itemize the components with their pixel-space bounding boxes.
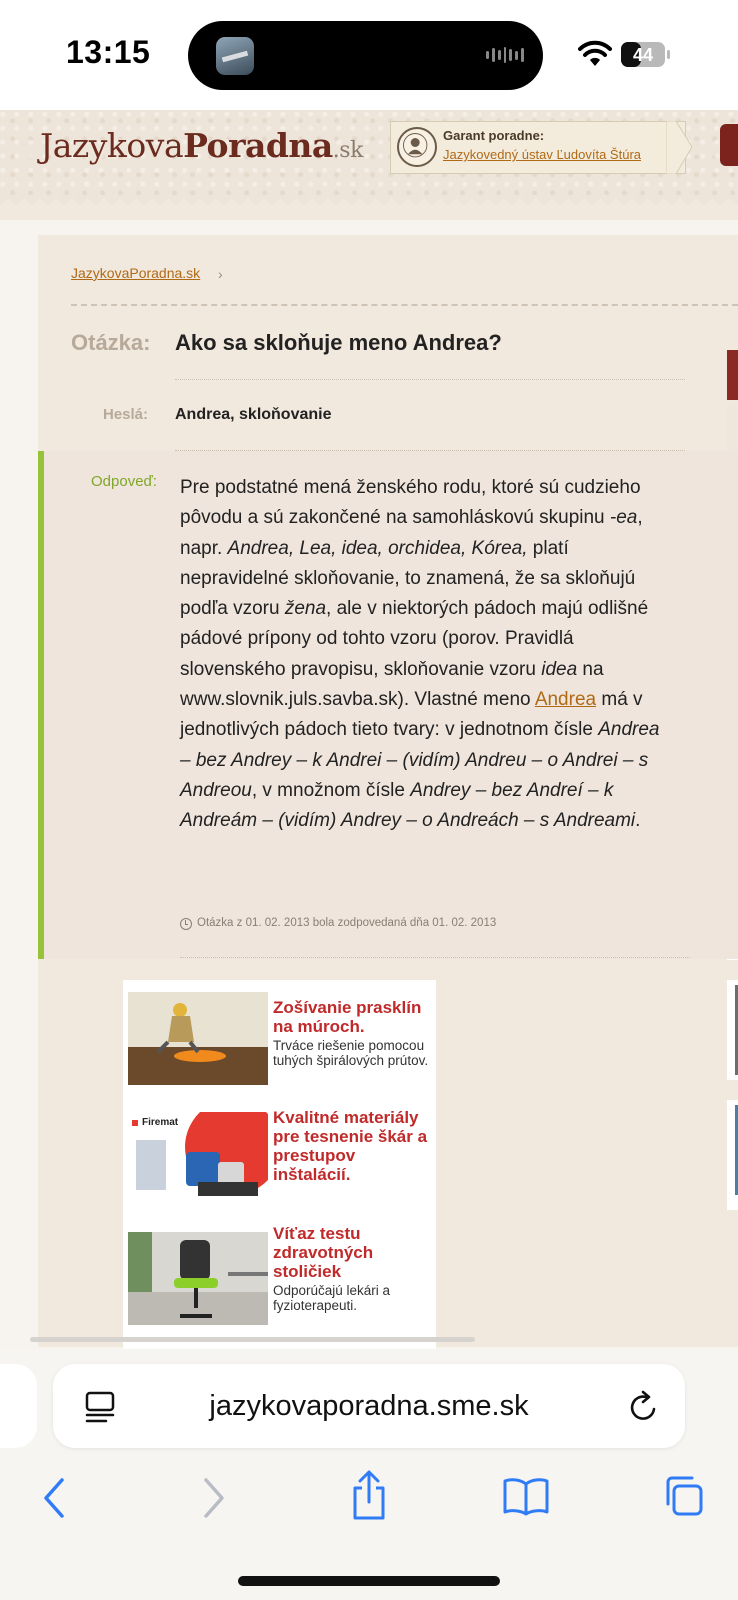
divider bbox=[180, 957, 690, 958]
header-zigzag-edge bbox=[0, 196, 738, 220]
ad-image bbox=[128, 1112, 268, 1205]
ad-image bbox=[128, 992, 268, 1085]
question-title: Ako sa skloňuje meno Andrea? bbox=[175, 330, 502, 355]
garant-banner bbox=[390, 121, 686, 174]
logo-text-jazykova: Jazykova bbox=[40, 126, 184, 165]
keywords-text: Andrea, skloňovanie bbox=[175, 406, 332, 423]
url-text[interactable]: jazykovaporadna.sme.sk bbox=[209, 1390, 529, 1422]
answer-text: Pre podstatné mená ženského rodu, ktoré sú cudzieho pôvodu a sú zakončené na samohláskovú skupinu -ea, napr. Andrea, Lea, idea, orchidea, Kórea, platí nepravidelné skloňovanie, to znamená, že sa skloňujú podľa vzoru žena, ale v niektorých pádoch majú odlišné pádové prípony od tohto vzoru (porov. Pravidlá slovenského pravopisu, skloňovanie vzoru idea na www.slovnik.juls.savba.sk). Vlastné meno Andrea má v jednotlivých pádoch tieto tvary: v jednotnom čísle Andrea – bez Andrey – k Andrei – (vidím) Andreu – o Andrei – s Andreou, v množnom čísle Andrey – bez Andreí – k Andreám – (vidím) Andrey – o Andreách – s Andreami. bbox=[180, 477, 660, 832]
tabs-icon[interactable] bbox=[660, 1474, 704, 1518]
now-playing-artwork bbox=[216, 37, 254, 75]
ad-item[interactable] bbox=[123, 980, 436, 1098]
institute-seal-icon bbox=[397, 127, 437, 167]
dynamic-island[interactable] bbox=[188, 21, 543, 90]
horizontal-scroll-indicator bbox=[30, 1337, 475, 1342]
battery-icon bbox=[621, 42, 671, 67]
answer-date-meta: Otázka z 01. 02. 2013 bola zodpovedaná dňa 01. 02. 2013 bbox=[197, 917, 497, 929]
logo-text-tld: .sk bbox=[332, 138, 363, 163]
ad-title: Zošívanie prasklín na múroch. bbox=[273, 998, 422, 1036]
site-logo[interactable] bbox=[40, 126, 363, 165]
divider bbox=[71, 304, 738, 306]
reader-icon[interactable] bbox=[84, 1391, 116, 1425]
ad-block bbox=[123, 980, 436, 1352]
ad-brand-logo: Firemat bbox=[142, 1117, 179, 1128]
bookmarks-icon[interactable] bbox=[502, 1476, 550, 1516]
ad-description: Odporúčajú lekári a fyzioterapeuti. bbox=[273, 1283, 391, 1313]
ad-item[interactable] bbox=[123, 1216, 436, 1352]
question-label: Otázka: bbox=[71, 330, 151, 355]
clock-icon bbox=[180, 918, 192, 930]
ad-title: Víťaz testu zdravotných stoličiek bbox=[273, 1224, 374, 1281]
garant-link[interactable]: Jazykovedný ústav Ľudovíta Štúra bbox=[443, 147, 642, 162]
back-icon[interactable] bbox=[40, 1476, 68, 1520]
logo-text-poradna: Poradna bbox=[183, 126, 333, 165]
ad-title: Kvalitné materiály pre tesnenie škár a prestupov inštalácií. bbox=[273, 1108, 428, 1184]
battery-level: 44 bbox=[632, 45, 654, 65]
ad-item[interactable] bbox=[123, 1098, 436, 1216]
status-bar bbox=[0, 0, 738, 110]
garant-title: Garant poradne: bbox=[443, 128, 545, 143]
share-icon[interactable] bbox=[350, 1470, 388, 1522]
ad-description: Trváce riešenie pomocou tuhých špirálových prútov. bbox=[273, 1038, 429, 1068]
divider bbox=[175, 379, 685, 380]
status-time: 13:15 bbox=[66, 34, 151, 70]
home-indicator[interactable] bbox=[238, 1576, 500, 1586]
answer-label: Odpoveď: bbox=[91, 473, 157, 490]
answer-link-andrea[interactable]: Andrea bbox=[534, 689, 597, 711]
garant-banner-tip bbox=[666, 121, 692, 174]
reload-icon[interactable] bbox=[628, 1390, 660, 1424]
breadcrumb-chevron-icon: › bbox=[218, 266, 223, 282]
forward-icon[interactable] bbox=[200, 1476, 228, 1520]
ad-image bbox=[128, 1232, 268, 1325]
audio-waveform-icon bbox=[486, 46, 524, 64]
keywords-label: Heslá: bbox=[103, 406, 149, 423]
wifi-icon bbox=[578, 40, 612, 68]
breadcrumb-home-link[interactable]: JazykovaPoradna.sk bbox=[71, 265, 201, 281]
header-menu-button[interactable] bbox=[720, 124, 738, 166]
